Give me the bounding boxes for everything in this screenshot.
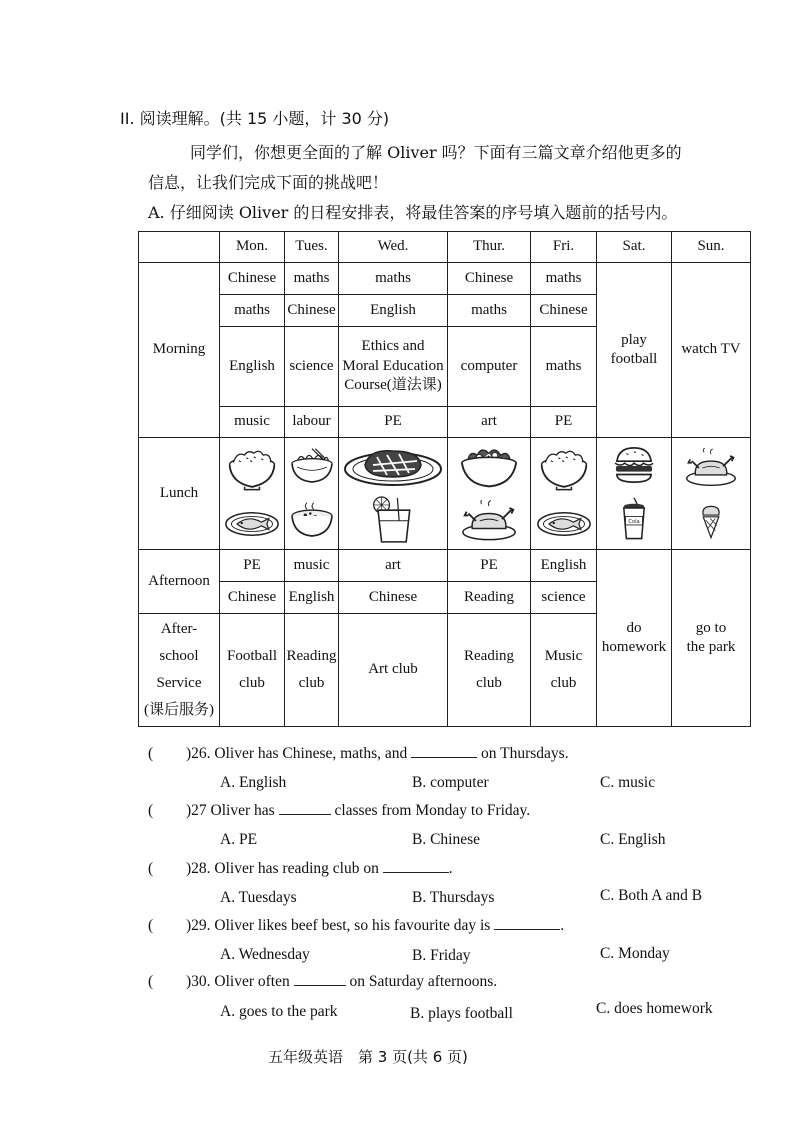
page-footer: 五年级英语 第 3 页(共 6 页) (268, 1048, 468, 1066)
juice-icon (371, 494, 415, 544)
answer-blank[interactable] (411, 745, 477, 758)
cell: English (339, 295, 448, 327)
cell: English (285, 582, 339, 614)
option-b[interactable]: B. computer (412, 774, 489, 791)
cell: Reading (448, 582, 531, 614)
answer-paren[interactable]: ( (148, 745, 154, 762)
option-a[interactable]: A. Tuesdays (220, 889, 297, 906)
question-before: Oliver has (210, 802, 275, 819)
cell: science (285, 327, 339, 407)
cell: English (531, 550, 597, 582)
steak-icon (343, 443, 443, 487)
cell: PE (531, 407, 597, 438)
cell: maths (339, 263, 448, 295)
question-text (186, 917, 564, 935)
schedule-header-row (139, 232, 751, 263)
row-label-afternoon: Afternoon (139, 550, 220, 614)
answer-paren[interactable]: ( (148, 802, 154, 819)
service-line-2: school (159, 648, 199, 664)
club-line: club (550, 675, 577, 691)
question-number: )27 (186, 802, 207, 819)
question-after: . (560, 917, 565, 934)
cell: maths (220, 295, 285, 327)
sat-afternoon-line-1: do (626, 619, 642, 636)
option-c[interactable]: C. does homework (596, 1000, 713, 1017)
ice-cream-icon (698, 504, 724, 540)
cell: Chinese (448, 263, 531, 295)
option-c[interactable]: C. music (600, 774, 656, 791)
fish-plate-icon (536, 510, 592, 538)
question-text (186, 973, 497, 991)
service-line-1: After- (160, 621, 198, 637)
option-b[interactable]: B. Thursdays (412, 889, 495, 906)
noodle-bowl-icon (287, 447, 337, 487)
lunch-tue (285, 438, 339, 550)
roast-chicken-icon (461, 500, 517, 542)
answer-blank[interactable] (494, 917, 560, 930)
cell: Chinese (220, 582, 285, 614)
question-after: classes from Monday to Friday. (334, 802, 531, 819)
option-a[interactable]: A. PE (220, 831, 258, 848)
question-before: Oliver has reading club on (214, 860, 379, 877)
day-tue: Tues. (285, 232, 339, 263)
day-fri: Fri. (531, 232, 597, 263)
service-line-3: Service (156, 675, 202, 691)
club-line: Football (226, 648, 277, 664)
club-thu (448, 614, 531, 727)
option-a[interactable]: A. English (220, 774, 287, 791)
answer-blank[interactable] (294, 973, 346, 986)
question-before: Oliver has Chinese, maths, and (214, 745, 408, 762)
cell: maths (531, 263, 597, 295)
row-label-after-school (139, 614, 220, 727)
lunch-sat (597, 438, 672, 550)
wed-ethics-line-2: Moral Education (342, 357, 444, 374)
option-a[interactable]: A. goes to the park (220, 1003, 338, 1020)
cell: music (220, 407, 285, 438)
salad-icon (458, 445, 520, 489)
sat-morning (597, 263, 672, 438)
cell: maths (285, 263, 339, 295)
lunch-thu (448, 438, 531, 550)
cell: Chinese (285, 295, 339, 327)
club-mon (220, 614, 285, 727)
answer-paren[interactable]: ( (148, 860, 154, 877)
row-label-morning: Morning (139, 263, 220, 438)
cell-wed-ethics (339, 327, 448, 407)
wed-ethics-line-1: Ethics and (361, 338, 425, 355)
cell: Chinese (220, 263, 285, 295)
cell: PE (448, 550, 531, 582)
lunch-wed (339, 438, 448, 550)
cell: computer (448, 327, 531, 407)
question-after: on Saturday afternoons. (349, 973, 498, 990)
lunch-sun (672, 438, 751, 550)
question-number: )29. (186, 917, 211, 934)
option-b[interactable]: B. plays football (410, 1005, 513, 1022)
lunch-row (139, 438, 751, 550)
option-a[interactable]: A. Wednesday (220, 946, 310, 963)
club-line: Reading (464, 648, 514, 664)
cell: maths (448, 295, 531, 327)
option-b[interactable]: B. Chinese (412, 831, 481, 848)
sat-afternoon (597, 550, 672, 727)
day-mon: Mon. (220, 232, 285, 263)
wed-ethics-line-3: Course(道法课) (344, 377, 442, 394)
cell: PE (339, 407, 448, 438)
question-text (186, 745, 569, 763)
club-line: club (239, 675, 265, 691)
cell: art (448, 407, 531, 438)
cell: music (285, 550, 339, 582)
cell: maths (531, 327, 597, 407)
sun-afternoon-line-2: the park (686, 639, 736, 655)
sun-afternoon (672, 550, 751, 727)
sun-afternoon-line-1: go to (695, 619, 727, 636)
club-line: club (476, 675, 502, 691)
question-number: )26. (186, 745, 211, 762)
club-line: club (298, 675, 325, 691)
schedule-table (138, 231, 751, 727)
day-thu: Thur. (448, 232, 531, 263)
club-line: Music (544, 648, 583, 664)
day-sun: Sun. (672, 232, 751, 263)
club-wed (339, 614, 448, 727)
answer-blank[interactable] (383, 860, 449, 873)
lunch-mon (220, 438, 285, 550)
sat-morning-line-1: play (621, 331, 647, 348)
answer-paren[interactable]: ( (148, 917, 154, 934)
option-c[interactable]: C. Monday (600, 945, 670, 962)
intro-line-1: 同学们，你想更全面的了解 Oliver 吗？下面有三篇文章介绍他更多的 (190, 143, 682, 162)
sat-afternoon-line-2: homework (601, 639, 667, 655)
service-line-4: (课后服务) (144, 702, 214, 718)
option-b[interactable]: B. Friday (412, 947, 471, 964)
soup-bowl-icon (287, 501, 337, 541)
option-c[interactable]: C. Both A and B (600, 887, 703, 904)
club-line: Art club (368, 661, 418, 678)
cell: Chinese (339, 582, 448, 614)
question-number: )28. (186, 860, 211, 877)
part-a-instruction: A. 仔细阅读 Oliver 的日程安排表，将最佳答案的序号填入题前的括号内。 (148, 203, 678, 222)
question-text (186, 860, 453, 878)
answer-blank[interactable] (279, 802, 331, 815)
intro-line-2: 信息，让我们完成下面的挑战吧！ (148, 173, 389, 192)
rice-bowl-icon (536, 449, 592, 491)
row-label-lunch: Lunch (139, 438, 220, 550)
lunch-fri (531, 438, 597, 550)
question-after: . (448, 860, 453, 877)
burger-icon (613, 446, 655, 484)
cell: PE (220, 550, 285, 582)
club-line: Reading (286, 648, 337, 664)
club-tue (285, 614, 339, 727)
option-c[interactable]: C. English (600, 831, 666, 848)
roast-chicken-icon (685, 448, 737, 488)
section-title: II. 阅读理解。(共 15 小题，计 30 分) (120, 109, 390, 128)
cell: English (220, 327, 285, 407)
afternoon-row-1 (139, 550, 751, 582)
cell: art (339, 550, 448, 582)
corner-cell (139, 232, 220, 263)
cell: labour (285, 407, 339, 438)
question-text (186, 802, 530, 820)
question-number: )30. (186, 973, 211, 990)
morning-row-1 (139, 263, 751, 295)
cell: Chinese (531, 295, 597, 327)
day-sat: Sat. (597, 232, 672, 263)
cola-icon (617, 496, 651, 542)
cell: science (531, 582, 597, 614)
day-wed: Wed. (339, 232, 448, 263)
question-before: Oliver likes beef best, so his favourite day is (214, 917, 491, 934)
sat-morning-line-2: football (610, 351, 658, 367)
fish-plate-icon (224, 510, 280, 538)
answer-paren[interactable]: ( (148, 973, 154, 990)
rice-bowl-icon (224, 449, 280, 491)
sun-morning: watch TV (672, 263, 751, 438)
club-fri (531, 614, 597, 727)
question-after: on Thursdays. (481, 745, 569, 762)
question-before: Oliver often (214, 973, 290, 990)
